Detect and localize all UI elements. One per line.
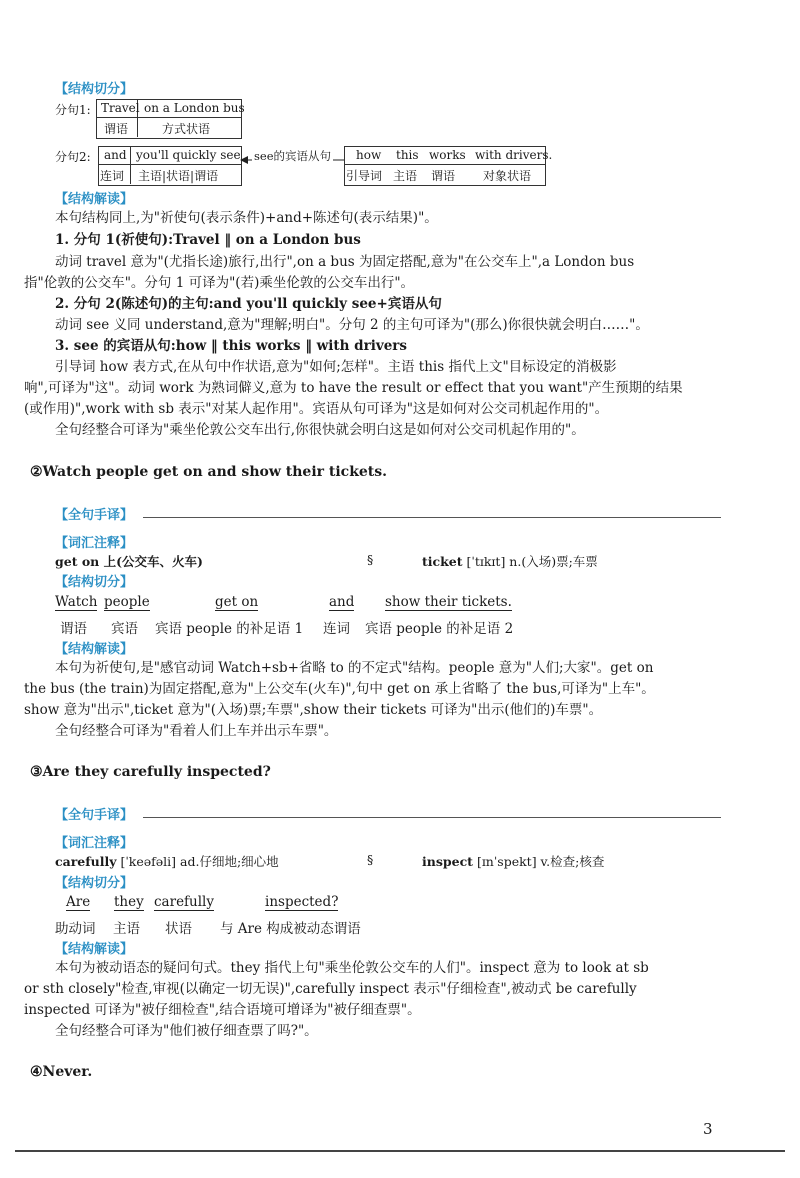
translation-blank-line[interactable] bbox=[143, 817, 721, 818]
split-word: they bbox=[114, 894, 144, 910]
clause1-word: Travel bbox=[101, 101, 140, 115]
split-role: 宾语 people 的补足语 1 bbox=[155, 621, 304, 637]
analysis-line: 全句经整合可译为"乘坐伦敦公交车出行,你很快就会明白这是如何对公交司机起作用的"。 bbox=[55, 422, 585, 438]
vocab-definition: [ˈkeəfəli] ad.仔细地;细心地 bbox=[120, 854, 279, 869]
analysis-line: 本句为被动语态的疑问句式。they 指代上句"乘坐伦敦公交车的人们"。inspect 意为 to look at sb bbox=[55, 960, 649, 976]
vocab-word: carefully bbox=[55, 854, 117, 869]
vocab-word: ticket bbox=[422, 554, 463, 569]
sentence-3: ③Are they carefully inspected? bbox=[30, 764, 271, 780]
split-word: inspected? bbox=[265, 894, 339, 910]
clause2-word: and bbox=[104, 148, 127, 162]
obj-word: with drivers. bbox=[475, 148, 553, 162]
analysis-line: 全句经整合可译为"他们被仔细查票了吗?"。 bbox=[55, 1023, 318, 1039]
clause1-word: on a London bus bbox=[144, 101, 245, 115]
tag-structure-analysis-3: 【结构解读】 bbox=[55, 942, 134, 957]
clause2-word: you'll quickly see bbox=[136, 148, 241, 162]
split-word: get on bbox=[215, 594, 259, 610]
tag-structure-split-1: 【结构切分】 bbox=[55, 82, 134, 97]
split-word: carefully bbox=[154, 894, 215, 910]
tag-structure-analysis-2: 【结构解读】 bbox=[55, 642, 134, 657]
obj-role: 对象状语 bbox=[483, 169, 532, 183]
tag-full-translation-3: 【全句手译】 bbox=[55, 808, 134, 823]
obj-word: works bbox=[429, 148, 466, 162]
vocab-separator: § bbox=[367, 552, 374, 567]
vocab-definition: [ɪnˈspekt] v.检查;核查 bbox=[476, 854, 605, 869]
analysis-line: 本句为祈使句,是"感官动词 Watch+sb+省略 to 的不定式"结构。people 意为"人们;大家"。get on bbox=[55, 660, 654, 676]
analysis-line: show 意为"出示",ticket 意为"(入场)票;车票",show their tickets 可译为"出示(他们的)车票"。 bbox=[24, 702, 603, 718]
analysis-heading: 1. 分句 1(祈使句):Travel ‖ on a London bus bbox=[55, 232, 361, 248]
analysis-line: 本句结构同上,为"祈使句(表示条件)+and+陈述句(表示结果)"。 bbox=[55, 210, 438, 226]
vocab-entry-text: get on 上(公交车、火车) bbox=[55, 554, 203, 569]
tag-full-translation-2: 【全句手译】 bbox=[55, 508, 134, 523]
obj-word: this bbox=[396, 148, 419, 162]
obj-word: how bbox=[356, 148, 382, 162]
clause1-role: 谓语 bbox=[104, 122, 129, 136]
analysis-heading: 2. 分句 2(陈述句)的主句:and you'll quickly see+宾语从句 bbox=[55, 296, 442, 312]
analysis-line: inspected 可译为"被仔细检查",结合语境可增译为"被仔细查票"。 bbox=[24, 1002, 421, 1018]
obj-role: 引导词 bbox=[346, 169, 383, 183]
split-role: 连词 bbox=[323, 621, 350, 637]
analysis-line: 指"伦敦的公交车"。分句 1 可译为"(若)乘坐伦敦的公交车出行"。 bbox=[24, 275, 415, 291]
split-word: show their tickets. bbox=[385, 594, 512, 610]
clause1-role: 方式状语 bbox=[162, 122, 211, 136]
analysis-line: or sth closely"检查,审视(以确定一切无误)",carefully inspect 表示"仔细检查",被动式 be carefully bbox=[24, 981, 637, 997]
clause2-label: 分句2: bbox=[55, 150, 91, 164]
split-role: 与 Are 构成被动态谓语 bbox=[220, 921, 361, 937]
tag-structure-split-3: 【结构切分】 bbox=[55, 876, 134, 891]
split-role: 助动词 bbox=[55, 921, 96, 937]
vocab-entry bbox=[422, 552, 598, 570]
clause2-role: 主语|状语|谓语 bbox=[138, 169, 219, 183]
obj-role: 主语 bbox=[393, 169, 418, 183]
page-number: 3 bbox=[703, 1120, 713, 1138]
obj-role: 谓语 bbox=[431, 169, 456, 183]
split-role: 状语 bbox=[165, 921, 192, 937]
analysis-line: 响",可译为"这"。动词 work 为熟词僻义,意为 to have the result or effect that you want"产生预期的结果 bbox=[24, 380, 683, 396]
vocab-word: inspect bbox=[422, 854, 473, 869]
tag-vocab-2: 【词汇注释】 bbox=[55, 536, 134, 551]
analysis-line: (或作用)",work with sb 表示"对某人起作用"。宾语从句可译为"这是如何对公交司机起作用的"。 bbox=[24, 401, 609, 417]
sentence-4: ④Never. bbox=[30, 1064, 93, 1080]
split-role: 宾语 people 的补足语 2 bbox=[365, 621, 514, 637]
split-role: 宾语 bbox=[111, 621, 138, 637]
split-word: Watch bbox=[55, 594, 98, 610]
arrow-label: see的宾语从句 bbox=[254, 149, 332, 163]
analysis-heading: 3. see 的宾语从句:how ‖ this works ‖ with drivers bbox=[55, 338, 407, 354]
split-word: people bbox=[104, 594, 150, 610]
analysis-line: 引导词 how 表方式,在从句中作状语,意为"如何;怎样"。主语 this 指代上文"目标设定的消极影 bbox=[55, 359, 617, 375]
split-word: Are bbox=[66, 894, 91, 910]
tag-structure-analysis-1: 【结构解读】 bbox=[55, 192, 134, 207]
analysis-line: 动词 see 义同 understand,意为"理解;明白"。分句 2 的主句可译为"(那么)你很快就会明白……"。 bbox=[55, 317, 649, 333]
vocab-separator: § bbox=[367, 852, 374, 867]
analysis-line: the bus (the train)为固定搭配,意为"上公交车(火车)",句中 get on 承上省略了 the bus,可译为"上车"。 bbox=[24, 681, 655, 697]
tag-structure-split-2: 【结构切分】 bbox=[55, 575, 134, 590]
analysis-line: 全句经整合可译为"看着人们上车并出示车票"。 bbox=[55, 723, 338, 739]
vocab-entry bbox=[55, 552, 203, 570]
footer-rule bbox=[15, 1150, 785, 1152]
sentence-2: ②Watch people get on and show their tickets. bbox=[30, 464, 388, 480]
split-role: 主语 bbox=[113, 921, 140, 937]
clause2-role: 连词 bbox=[100, 169, 125, 183]
split-role: 谓语 bbox=[60, 621, 87, 637]
vocab-definition: [ˈtɪkɪt] n.(入场)票;车票 bbox=[466, 554, 598, 569]
analysis-line: 动词 travel 意为"(尤指长途)旅行,出行",on a bus 为固定搭配,意为"在公交车上",a London bus bbox=[55, 254, 635, 270]
split-word: and bbox=[329, 594, 355, 610]
translation-blank-line[interactable] bbox=[143, 517, 721, 518]
tag-vocab-3: 【词汇注释】 bbox=[55, 836, 134, 851]
vocab-entry bbox=[422, 852, 604, 870]
clause1-label: 分句1: bbox=[55, 103, 91, 117]
vocab-entry bbox=[55, 852, 279, 870]
